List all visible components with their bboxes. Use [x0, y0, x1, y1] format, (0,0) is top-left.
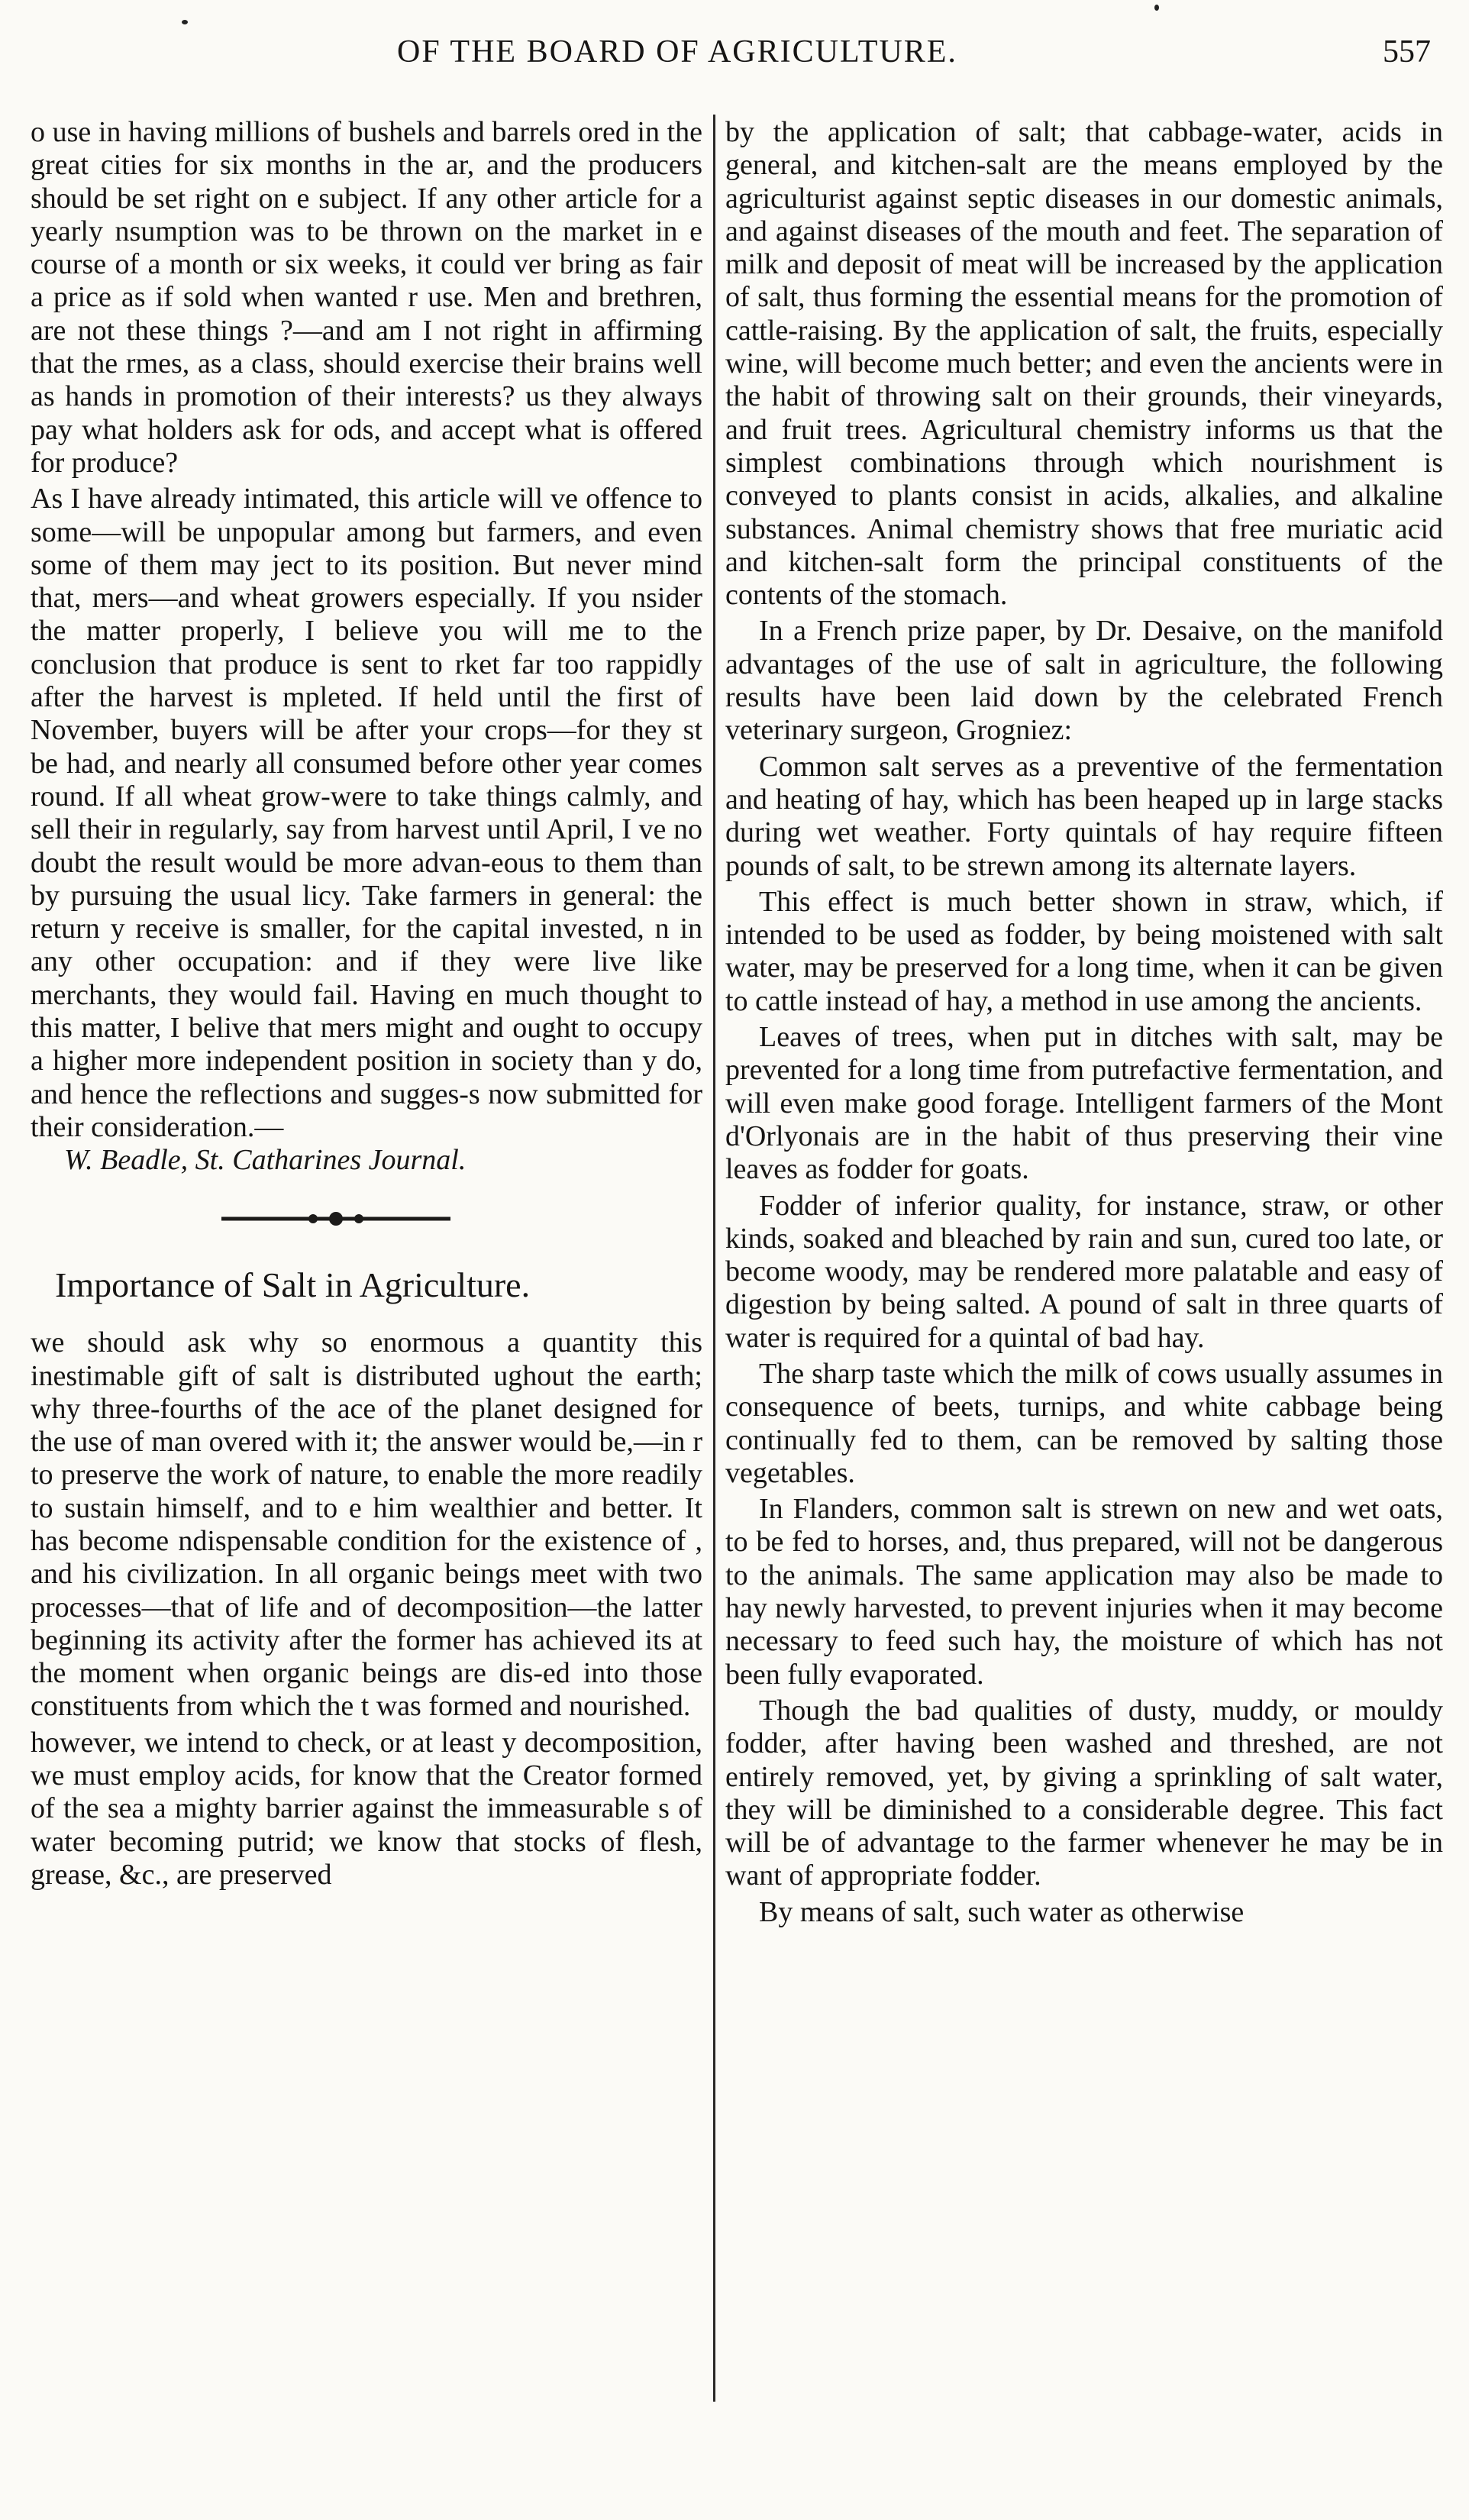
- paragraph: Fodder of inferior quality, for instance, straw, or other kinds, soaked and bleached by rain and sun, cured too late, or become woody, may be rendered more palatable and easy of digestion by being salted. A pound of salt in three quarts of water is required for a quintal of bad hay.: [725, 1189, 1443, 1354]
- paragraph: This effect is much better shown in straw, which, if intended to be used as fodder, by being moistened with salt water, may be preserved for a long time, when it can be given to cattle instead of hay, a method in use among the ancients.: [725, 885, 1443, 1017]
- ornament-rule-icon: [221, 1207, 450, 1230]
- paragraph: o use in having millions of bushels and barrels ored in the great cities for six months in the ar, and the producers should be set right on e subject. If any other article for a yearly nsumption was to be thrown on the market in e course of a month or six weeks, it could ver bring as fair a price as if sold when wanted r use. Men and brethren, are not these things ?—and am I not right in affirming that the rmes, as a class, should exercise their brains well as hands in promotion of their interests? us they always pay what holders ask for ods, and accept what is offered for produce?: [31, 116, 702, 479]
- paragraph: Common salt serves as a preventive of the fermentation and heating of hay, which has been heaped up in large stacks during wet weather. Forty quintals of hay require fifteen pounds of salt, to be strewn among its alternate layers.: [725, 750, 1443, 882]
- paragraph: however, we intend to check, or at least y decomposition, we must employ acids, for know that the Creator formed of the sea a mighty barrier against the immeasurable s of water becoming putrid; we know that stocks of flesh, grease, &c., are preserved: [31, 1726, 702, 1891]
- running-title: OF THE BOARD OF AGRICULTURE.: [397, 34, 957, 69]
- paragraph: In Flanders, common salt is strewn on new and wet oats, to be fed to horses, and, thus prepared, will not be dangerous to the animals. The same application may also be made to hay newly harvested, to prevent injuries when it may become necessary to feed such hay, the moisture of which has not been fully evaporated.: [725, 1493, 1443, 1691]
- paragraph: The sharp taste which the milk of cows usually assumes in consequence of beets, turnips, and white cabbage being continually fed to them, can be removed by salting those vegetables.: [725, 1357, 1443, 1489]
- paragraph: As I have already intimated, this article will ve offence to some—will be unpopular among but farmers, and even some of them may ject to its position. But never mind that, mers—and wheat growers especially. If you nsider the matter properly, I believe you will me to the conclusion that produce is sent to rket far too rappidly after the harvest is mpleted. If held until the first of November, buyers will be after your crops—for they st be had, and nearly all consumed before other year comes round. If all wheat grow-were to take things calmly, and sell their in regularly, say from harvest until April, I ve no doubt the result would be more advan-eous to them than by pursuing the usual licy. Take farmers in general: the return y receive is smaller, for the capital invested, n in any other occupation: and if they were live like merchants, they would fail. Having en much thought to this matter, I belive that mers might and ought to occupy a higher more independent position in society than y do, and hence the reflections and sugges-s now submitted for their consideration.—: [31, 483, 702, 1143]
- paragraph: Leaves of trees, when put in ditches with salt, may be prevented for a long time from putrefactive fermentation, and will even make good forage. Intelligent farmers of the Mont d'Orlyonais are in the habit of thus preserving their vine leaves as fodder for goats.: [725, 1021, 1443, 1186]
- paragraph: by the application of salt; that cabbage-water, acids in general, and kitchen-salt are the means employed by the agriculturist against septic diseases in our domestic animals, and against diseases of the mouth and feet. The separation of milk and deposit of meat will be increased by the application of salt, thus forming the essential means for the promotion of cattle-raising. By the application of salt, the fruits, especially wine, will become much better; and even the ancients were in the habit of throwing salt on their grounds, their vineyards, and fruit trees. Agricultural chemistry informs us that the simplest combinations through which nourishment is conveyed to plants consist in acids, alkalies, and alkaline substances. Animal chemistry shows that free muriatic acid and kitchen-salt form the principal constituents of the contents of the stomach.: [725, 116, 1443, 612]
- article-signature: W. Beadle, St. Catharines Journal.: [64, 1144, 467, 1177]
- right-column: [725, 116, 1443, 2407]
- running-head: [0, 34, 1469, 79]
- paragraph: Though the bad qualities of dusty, muddy, or mouldy fodder, after having been washed and threshed, are not entirely removed, yet, by giving a sprinkling of salt water, they will be diminished to a considerable degree. This fact will be of advantage to the farmer whenever he may be in want of appropriate fodder.: [725, 1694, 1443, 1892]
- paragraph: By means of salt, such water as otherwise: [759, 1895, 1245, 1928]
- left-column: [31, 116, 702, 2407]
- section-divider-ornament: [31, 1197, 702, 1242]
- paragraph: In a French prize paper, by Dr. Desaive, on the manifold advantages of the use of salt in agriculture, the following results have been laid down by the celebrated French veterinary surgeon, Grogniez:: [725, 615, 1443, 747]
- paragraph: we should ask why so enormous a quantity this inestimable gift of salt is distributed ughout the earth; why three-fourths of the ace of the planet designed for the use of man overed with it; the answer would be,—in r to preserve the work of nature, to enable the more readily to sustain himself, and to e him wealthier and better. It has become ndispensable condition for the existence of , and his civilization. In all organic beings meet with two processes—that of life and of decomposition—the latter beginning its activity after the former has achieved its at the moment when organic beings are dis-ed into those constituents from which the t was formed and nourished.: [31, 1326, 702, 1723]
- ink-speck: [182, 20, 188, 24]
- ink-speck: [1154, 5, 1159, 11]
- article-title: Importance of Salt in Agriculture.: [55, 1265, 531, 1305]
- page-number: 557: [1383, 34, 1431, 69]
- column-divider: [713, 115, 715, 2402]
